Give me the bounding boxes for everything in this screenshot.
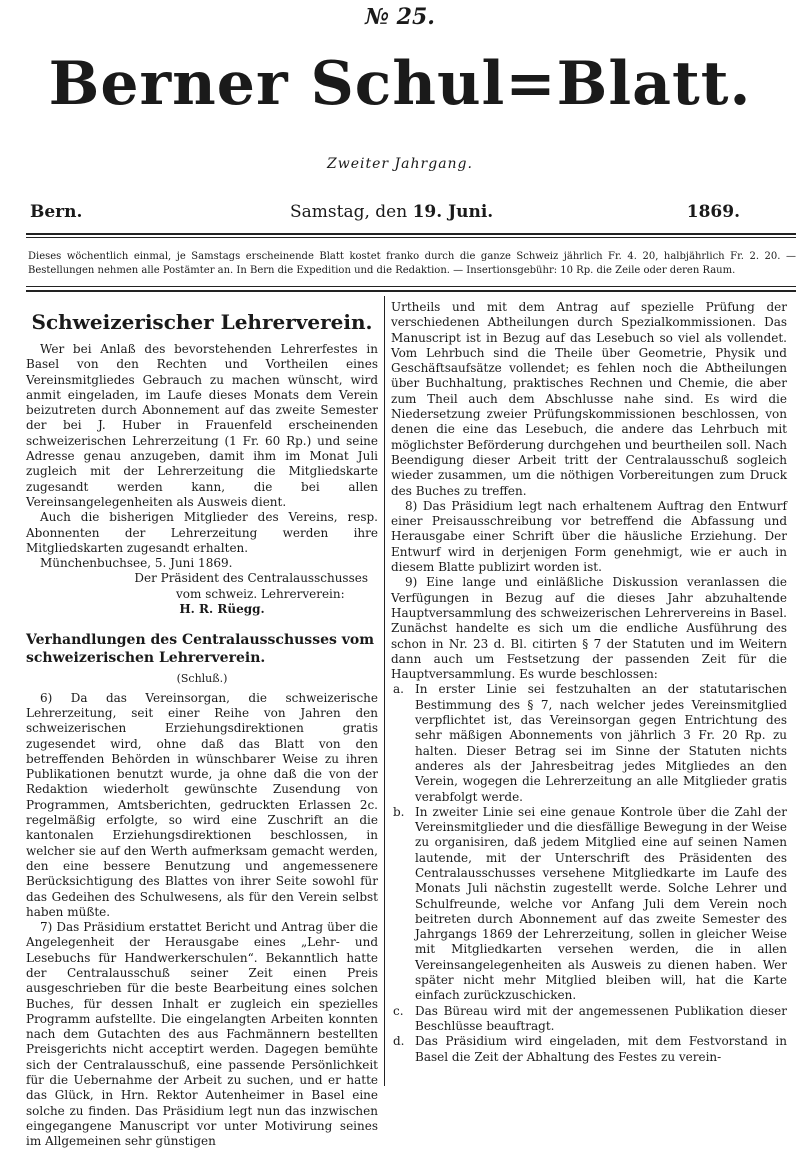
list-label: d. bbox=[393, 1034, 405, 1049]
list-item bbox=[391, 805, 787, 1004]
list-label: b. bbox=[393, 804, 405, 819]
list-text: In erster Linie sei festzuhalten an der statutarischen Bestimmung des § 7, nach welcher jedes Vereinsmitglied verpflichtet ist, das Vereinsorgan gegen Entrichtung des sehr mäßigen Abonnements von jährlich 3 Fr. 20 Rp. zu halten. Dieser Betrag sei im Sinne der Statuten nichts anderes als der Jahresbeitrag jedes Mitgliedes an den Verein, wogegen die Lehrerzeitung an alle Mitglieder gratis verabfolgt werde. bbox=[415, 682, 787, 804]
paragraph: Auch die bisherigen Mitglieder des Vereins, resp. Abonnenten der Lehrerzeitung werden ihre Mitgliedskarten zugesandt erhalten. bbox=[26, 510, 378, 555]
paragraph: Wer bei Anlaß des bevorstehenden Lehrerfestes in Basel von den Rechten und Vortheilen eines Vereinsmitgliedes Gebrauch zu machen wünscht, wird anmit eingeladen, im Laufe dieses Monats dem Verein beizutreten durch Abonnement auf das zweite Semester der bei J. Huber in Frauenfeld erscheinenden schweizerischen Lehrerzeitung (1 Fr. 60 Rp.) und seine Adresse genau anzugeben, damit ihm im Monat Juli zugleich mit der Lehrerzeitung die Mitgliedskarte zugesandt werden kann, die bei allen Vereinsangelegenheiten als Ausweis dient. bbox=[26, 342, 378, 509]
rule-top bbox=[26, 233, 796, 235]
issue-number: № 25. bbox=[365, 4, 435, 30]
continuation-note: (Schluß.) bbox=[176, 672, 228, 686]
paragraph: 6) Da das Vereinsorgan, die schweizerische Lehrerzeitung, seit einer Reihe von Jahren den schweizerischen Erziehungsdirektionen gratis zugesendet wird, ohne daß das Blatt von den betreffenden Behörden in wünschbarer Weise zu ihren Publikationen benutzt wurde, ja ohne daß die von der Redaktion wiederholt gewünschte Zusendung von Programmen, Amtsberichten, gedruckten Erlassen 2c. regelmäßig erfolgte, so wird eine Zuschrift an die kantonalen Erziehungsdirektionen beschlossen, in welcher sie auf den Werth aufmerksam gemacht werden, den eine bessere Benutzung und angemessenere Berücksichtigung des Blattes von ihrer Seite sowohl für das Gedeihen des Schulwesens, als für den Verein selbst haben müßte. bbox=[26, 690, 378, 919]
dateline-year: 1869. bbox=[686, 202, 740, 222]
rule-mid bbox=[26, 286, 796, 287]
dateline bbox=[30, 202, 740, 224]
paragraph: 7) Das Präsidium erstattet Bericht und Antrag über die Angelegenheit der Herausgabe eines „Lehr- und Lesebuchs für Handwerkerschulen“. Bekanntlich hatte der Centralausschuß seiner Zeit einen Preis ausgeschrieben für die beste Bearbeitung eines solchen Buches, für dessen Inhalt er zugleich ein spezielles Programm aufstellte. Die eingelangten Arbeiten konnten nach dem Gutachten des aus Fachmännern bestellten Preisgerichts nicht acceptirt werden. Dagegen bemühte sich der Centralausschuß, eine passende Persönlichkeit für die Uebernahme der Arbeit zu suchen, und er hatte das Glück, in Hrn. Rektor Autenheimer in Basel eine solche zu finden. Das Präsidium legt nun das inzwischen eingegangene Manuscript vor unter Motivirung seines im Allgemeinen sehr günstigen bbox=[26, 920, 378, 1149]
dateline-date bbox=[290, 202, 493, 222]
signature-name: H. R. Rüegg. bbox=[179, 602, 265, 617]
signature-title-2: vom schweiz. Lehrerverein: bbox=[176, 586, 345, 601]
date-prefix: Samstag, den bbox=[290, 202, 408, 222]
volume-subtitle: Zweiter Jahrgang. bbox=[327, 156, 473, 172]
masthead-title: Berner Schul=Blatt. bbox=[48, 49, 752, 119]
paragraph: 8) Das Präsidium legt nach erhaltenem Auftrag den Entwurf einer Preisausschreibung vor betreffend die Abfassung und Herausgabe einer Schrift über die häusliche Erziehung. Der Entwurf wird in derjenigen Form genehmigt, wie er auch in diesem Blatte publizirt worden ist. bbox=[391, 498, 787, 575]
section-heading-verhandlungen: Verhandlungen des Centralausschusses vom schweizerischen Lehrerverein. bbox=[26, 632, 375, 667]
left-column bbox=[26, 300, 378, 1150]
column-divider bbox=[384, 296, 385, 1086]
list-text: Das Präsidium wird eingeladen, mit dem Festvorstand in Basel die Zeit der Abhaltung des Festes zu verein- bbox=[415, 1034, 787, 1064]
rule-mid-thick bbox=[26, 290, 796, 292]
rule-top-thin bbox=[26, 237, 796, 238]
list-item bbox=[391, 1004, 787, 1035]
dateline-place: Bern. bbox=[30, 202, 83, 222]
list-text: In zweiter Linie sei eine genaue Kontrole über die Zahl der Vereinsmitglieder und die diesfällige Bewegung in der Weise zu organisiren, daß jedem Mitglied eine auf seinen Namen lautende, mit der Unterschrift des Präsidenten des Centralausschusses versehene Mitgliedkarte im Laufe des Monats Juli nächstin zugestellt werde. Solche Lehrer und Schulfreunde, welche vor Anfang Juli dem Verein noch beitreten durch Abonnement auf das zweite Semester des Jahrgangs 1869 der Lehrerzeitung, sollen in gleicher Weise mit Mitgliedkarten versehen werden, die in allen Vereinsangelegenheiten als Ausweis zu dienen haben. Wer später nicht mehr Mitglied bleiben will, hat die Karte einfach zurückzuschicken. bbox=[415, 804, 787, 1003]
date-day: 19. Juni. bbox=[412, 202, 494, 222]
place-date: Münchenbuchsee, 5. Juni 1869. bbox=[40, 556, 233, 571]
list-item bbox=[391, 682, 787, 804]
right-column bbox=[391, 300, 787, 1065]
list-label: c. bbox=[393, 1003, 404, 1018]
paragraph: Urtheils und mit dem Antrag auf spezielle Prüfung der verschiedenen Abtheilungen durch Spezialkommissionen. Das Manuscript ist in Bezug auf das Lesebuch so viel als vollendet. Vom Lehrbuch sind die Theile über Geometrie, Physik und Geschäftsaufsätze vollendet; es fehlen noch die Abtheilungen über Buchhaltung, praktisches Rechnen und Chemie, die aber zum Theil auch dem Abschlusse nahe sind. Es wird die Niedersetzung zweier Prüfungskommissionen beschlossen, von denen die eine das Lesebuch, die andere das Lehrbuch mit möglichster Beförderung durchgehen und beurtheilen soll. Nach Beendigung dieser Arbeit tritt der Centralausschuß sogleich wieder zusammen, um die nöthigen Vorbereitungen zum Druck des Buches zu treffen. bbox=[391, 300, 787, 498]
list-label: a. bbox=[393, 682, 404, 697]
list-text: Das Büreau wird mit der angemessenen Publikation dieser Beschlüsse beauftragt. bbox=[415, 1003, 787, 1033]
list-item bbox=[391, 1034, 787, 1065]
subscription-notice: Dieses wöchentlich einmal, je Samstags erscheinende Blatt kostet franko durch die ganze Schweiz jährlich Fr. 4. 20, halbjährlich Fr. 2. 20. — Bestellungen nehmen alle Postämter an. In Bern die Expedition und die Redaktion. — Insertionsgebühr: 10 Rp. die Zeile oder deren Raum. bbox=[28, 251, 796, 276]
paragraph: 9) Eine lange und einläßliche Diskussion veranlassen die Verfügungen in Bezug auf die dieses Jahr abzuhaltende Hauptversammlung des schweizerischen Lehrervereins in Basel. Zunächst handelte es sich um die endliche Ausführung des schon in Nr. 23 d. Bl. citirten § 7 der Statuten und im Weitern dann auch um Festsetzung der passenden Zeit für die Hauptversammlung. Es wurde beschlossen: bbox=[391, 575, 787, 682]
section-heading-lehrerverein: Schweizerischer Lehrerverein. bbox=[31, 310, 373, 334]
signature-title: Der Präsident des Centralausschusses bbox=[134, 571, 368, 586]
